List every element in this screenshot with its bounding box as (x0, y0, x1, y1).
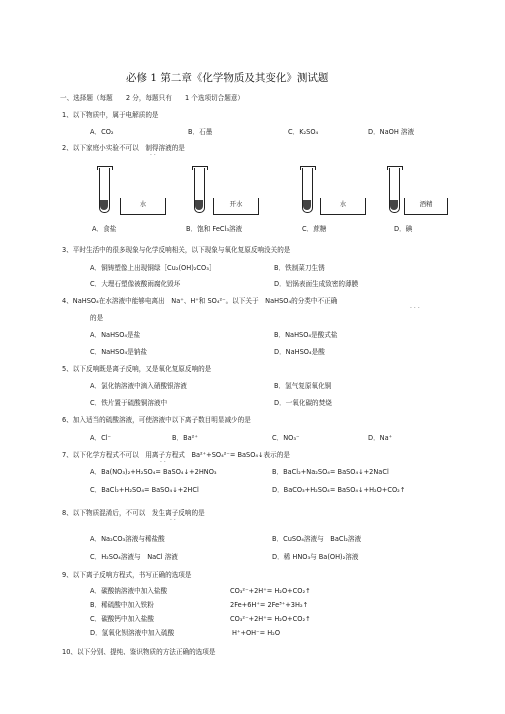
test-tube-c (298, 166, 316, 214)
question-7-option-d: D．BaCO₃+H₂SO₄= BaSO₄↓+H₂O+CO₂↑ (272, 486, 406, 494)
question-6-option-b: B．Ba²⁺ (172, 434, 198, 442)
question-1-stem: 1、以下物质中，属于电解质的是 (62, 111, 159, 119)
question-6-option-d: D．Na⁺ (368, 434, 393, 442)
question-6-stem: 6、加入适当的硫酸溶液，可使溶液中以下离子数目明显减少的是 (62, 416, 251, 424)
test-tube-d (385, 166, 403, 214)
test-tube-a (95, 166, 113, 214)
question-3-stem: 3、平时生活中的很多现象与化学反响相关，以下现象与氧化复原反响没关的是 (62, 246, 291, 254)
question-1-option-a: A．CO₂ (90, 128, 114, 136)
question-1-option-c: C．K₂SO₄ (288, 128, 319, 136)
beaker-label-c: 水 (339, 200, 347, 208)
question-3-option-c: C．大理石塑像被酸雨腐化毁坏 (90, 280, 181, 288)
emphasis-dots: ·· (160, 459, 168, 466)
section-heading: 一、选择题（每题 2 分，每题只有 1 个选项切合题意） (60, 94, 245, 102)
question-5-option-d: D．一氧化碳的焚烧 (274, 399, 332, 407)
question-5-option-b: B．氢气复原氧化铜 (274, 382, 332, 390)
question-8-option-d: D．稀 HNO₃与 Ba(OH)₂溶液 (272, 553, 359, 561)
question-2-option-c: C．蔗糖 (302, 225, 327, 233)
beaker-label-a: 水 (139, 200, 147, 208)
question-4-option-d: D．NaHSO₄是酸 (274, 348, 325, 356)
question-4-option-a: A．NaHSO₄是盐 (90, 331, 141, 339)
question-3-option-d: D．铝锅表面生成致密的薄膜 (274, 280, 359, 288)
question-4-stem: 4、NaHSO₄在水溶液中能够电离出 Na⁺、H⁺和 SO₄²⁻。以下关于 NaHSO₄的分类中不正确 (62, 297, 338, 305)
question-9-equation-c: CO₃²⁻+2H⁺= H₂O+CO₂↑ (230, 615, 311, 623)
question-2-option-b: B．饱和 FeCl₃溶液 (186, 225, 243, 233)
question-7-stem: 7、以下化学方程式不可以 用离子方程式 Ba²⁺+SO₄²⁻= BaSO₄↓表示的是 (62, 451, 290, 459)
emphasis-dots: ·· (170, 517, 178, 524)
question-9-equation-a: CO₃²⁻+2H⁺= H₂O+CO₂↑ (230, 587, 311, 595)
beaker-label-d: 酒精 (419, 200, 433, 208)
question-9-option-a: A．碳酸钠溶液中加入盐酸 (90, 587, 168, 595)
question-8-option-a: A．Na₂CO₃溶液与稀盐酸 (90, 535, 165, 543)
question-9-option-c: C．碳酸钙中加入盐酸 (90, 615, 154, 623)
question-2-stem: 2、以下家庭小实验不可以 制得溶液的是 (62, 144, 185, 152)
emphasis-dots: ··· (410, 305, 422, 312)
question-7-option-a: A．Ba(NO₃)₂+H₂SO₄= BaSO₄↓+2HNO₃ (90, 468, 217, 476)
question-9-equation-d: H⁺+OH⁻= H₂O (232, 629, 281, 637)
question-4-option-b: B．NaHSO₄是酸式盐 (274, 331, 338, 339)
beaker-c (320, 198, 366, 215)
beaker-d (404, 198, 448, 215)
question-2-option-a: A．食盐 (92, 225, 117, 233)
question-6-option-a: A．Cl⁻ (90, 434, 112, 442)
question-5-option-a: A．氯化钠溶液中滴入硝酸银溶液 (90, 382, 187, 390)
question-7-option-c: C．BaCl₂+H₂SO₄= BaSO₄↓+2HCl (90, 486, 199, 494)
question-2-option-d: D．碘 (394, 225, 413, 233)
question-7-option-b: B．BaCl₂+Na₂SO₄= BaSO₄↓+2NaCl (272, 468, 389, 476)
question-1-option-d: D．NaOH 溶液 (368, 128, 415, 136)
beaker-a (120, 198, 166, 215)
question-3-option-a: A．铜铸塑像上出现铜绿［Cu₂(OH)₂CO₃］ (90, 264, 216, 272)
question-6-option-c: C．NO₃⁻ (272, 434, 300, 442)
question-4-stem-cont: 的是 (90, 314, 104, 322)
question-8-option-b: B．CuSO₄溶液与 BaCl₂溶液 (272, 535, 362, 543)
question-4-option-c: C．NaHSO₄是钠盐 (90, 348, 147, 356)
question-1-option-b: B．石墨 (188, 128, 213, 136)
page-title: 必修 1 第二章《化学物质及其变化》测试题 (126, 72, 329, 84)
emphasis-dots: ·· (150, 152, 158, 159)
question-9-stem: 9、以下离子反响方程式，书写正确的选项是 (62, 571, 192, 579)
question-8-stem: 8、以下物质混淆后，不可以 发生离子反响的是 (62, 509, 205, 517)
question-5-option-c: C．铁片置于硫酸铜溶液中 (90, 399, 168, 407)
beaker-label-b: 开水 (229, 200, 243, 208)
question-9-option-b: B．稀硫酸中加入铁粉 (90, 601, 154, 609)
question-8-option-c: C．H₂SO₄溶液与 NaCl 溶液 (90, 553, 178, 561)
question-5-stem: 5、以下反响既是离子反响，又是氧化复原反响的是 (62, 365, 212, 373)
test-tube-b (190, 166, 208, 214)
beaker-b (213, 198, 259, 215)
question-9-equation-b: 2Fe+6H⁺= 2Fe³⁺+3H₂↑ (230, 601, 309, 609)
question-3-option-b: B．铁制菜刀生锈 (274, 264, 325, 272)
question-9-option-d: D．氢氧化钡溶液中加入硫酸 (90, 629, 175, 637)
question-10-stem: 10、以下分别、提纯、鉴识物质的方法正确的选项是 (62, 648, 216, 656)
